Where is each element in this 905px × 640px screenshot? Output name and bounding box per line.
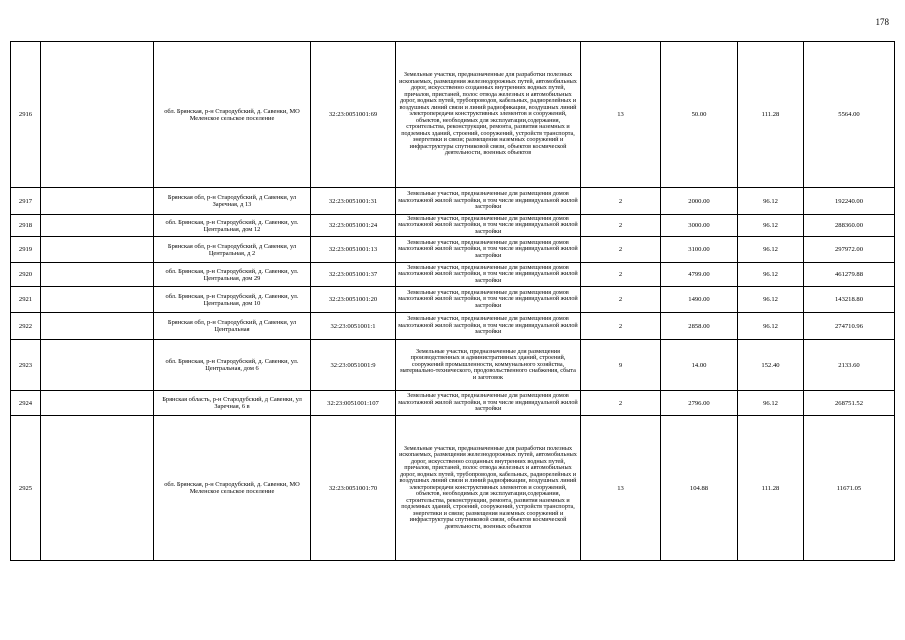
row-number-cell: 2916: [11, 42, 41, 188]
table-row: [11, 215, 895, 237]
rate-cell: 111.28: [738, 42, 804, 188]
row-number-cell: 2918: [11, 215, 41, 237]
row-number-cell: 2923: [11, 340, 41, 391]
blank-cell: [41, 340, 154, 391]
land-use-cell: Земельные участки, предназначенные для разработки полезных ископаемых, размещения железнодорожных путей, автомобильных дорог, искусственно созданных внутренних водных путей, причалов, пристаней, полос отвода железных и автомобильных дорог, водных путей, трубопроводов, кабельных, радиорелейных и воздушных линий связи и линий радиофикации, воздушных линий электропередачи конструктивных элементов и сооружений, объектов, необходимых для эксплуатации,содержания, строительства, реконструкции, ремонта, развития наземных и подземных зданий, строений, сооружений, устройств транспорта, энергетики и связи; размещения наземных сооружений и инфраструктуры спутниковой связи, объектов космической деятельности, военных объектов: [396, 42, 581, 188]
blank-cell: [41, 287, 154, 313]
cadastral-value-cell: 5564.00: [804, 42, 895, 188]
cadastral-number-cell: 32:23:0051001:1: [311, 313, 396, 340]
table-row: [11, 416, 895, 561]
table-row: [11, 340, 895, 391]
cadastral-value-cell: 11671.05: [804, 416, 895, 561]
use-code-cell: 2: [581, 287, 661, 313]
use-code-cell: 9: [581, 340, 661, 391]
cadastral-number-cell: 32:23:0051001:13: [311, 237, 396, 263]
blank-cell: [41, 42, 154, 188]
area-cell: 14.00: [661, 340, 738, 391]
area-cell: 4799.00: [661, 263, 738, 287]
cadastral-number-cell: 32:23:0051001:31: [311, 188, 396, 215]
use-code-cell: 13: [581, 42, 661, 188]
land-use-cell: Земельные участки, предназначенные для размещения домов малоэтажной жилой застройки, в том числе индивидуальной жилой застройки: [396, 263, 581, 287]
rate-cell: 96.12: [738, 188, 804, 215]
land-use-cell: Земельные участки, предназначенные для разработки полезных ископаемых, размещения железнодорожных путей, автомобильных дорог, искусственно созданных внутренних водных путей, причалов, пристаней, полос отвода железных и автомобильных дорог, водных путей, трубопроводов, кабельных, радиорелейных и воздушных линий связи и линий радиофикации, воздушных линий электропередачи конструктивных элементов и сооружений, объектов, необходимых для эксплуатации,содержания, строительства, реконструкции, ремонта, развития наземных и подземных зданий, строений, сооружений, устройств транспорта, энергетики и связи; размещения наземных сооружений и инфраструктуры спутниковой связи, объектов космической деятельности, военных объектов: [396, 416, 581, 561]
area-cell: 3100.00: [661, 237, 738, 263]
rate-cell: 96.12: [738, 313, 804, 340]
land-use-cell: Земельные участки, предназначенные для размещения домов малоэтажной жилой застройки, в том числе индивидуальной жилой застройки: [396, 287, 581, 313]
rate-cell: 96.12: [738, 287, 804, 313]
cadastral-value-cell: 288360.00: [804, 215, 895, 237]
rate-cell: 111.28: [738, 416, 804, 561]
table-row: [11, 391, 895, 416]
land-use-cell: Земельные участки, предназначенные для размещения домов малоэтажной жилой застройки, в том числе индивидуальной жилой застройки: [396, 215, 581, 237]
use-code-cell: 2: [581, 391, 661, 416]
blank-cell: [41, 215, 154, 237]
blank-cell: [41, 313, 154, 340]
area-cell: 50.00: [661, 42, 738, 188]
row-number-cell: 2920: [11, 263, 41, 287]
cadastral-number-cell: 32:23:0051001:37: [311, 263, 396, 287]
table-row: [11, 313, 895, 340]
cadastral-number-cell: 32:23:0051001:9: [311, 340, 396, 391]
page-number: 178: [875, 17, 889, 27]
blank-cell: [41, 188, 154, 215]
rate-cell: 152.40: [738, 340, 804, 391]
land-use-cell: Земельные участки, предназначенные для размещения домов малоэтажной жилой застройки, в том числе индивидуальной жилой застройки: [396, 188, 581, 215]
land-use-cell: Земельные участки, предназначенные для размещения производственных и административных зданий, строений, сооружений промышленности, коммунального хозяйства, материально-технического, продовольственного снабжения, сбыта и заготовок: [396, 340, 581, 391]
row-number-cell: 2921: [11, 287, 41, 313]
land-use-cell: Земельные участки, предназначенные для размещения домов малоэтажной жилой застройки, в том числе индивидуальной жилой застройки: [396, 237, 581, 263]
cadastral-number-cell: 32:23:0051001:70: [311, 416, 396, 561]
row-number-cell: 2924: [11, 391, 41, 416]
use-code-cell: 2: [581, 313, 661, 340]
use-code-cell: 2: [581, 215, 661, 237]
area-cell: 2796.00: [661, 391, 738, 416]
row-number-cell: 2925: [11, 416, 41, 561]
land-registry-table: [10, 41, 895, 561]
rate-cell: 96.12: [738, 391, 804, 416]
land-use-cell: Земельные участки, предназначенные для размещения домов малоэтажной жилой застройки, в том числе индивидуальной жилой застройки: [396, 313, 581, 340]
cadastral-value-cell: 268751.52: [804, 391, 895, 416]
cadastral-value-cell: 192240.00: [804, 188, 895, 215]
address-cell: Брянская обл, р-н Стародубский, д Савенки, ул Центральная: [154, 313, 311, 340]
use-code-cell: 13: [581, 416, 661, 561]
area-cell: 104.88: [661, 416, 738, 561]
cadastral-value-cell: 2133.60: [804, 340, 895, 391]
row-number-cell: 2919: [11, 237, 41, 263]
table-body: [11, 42, 895, 561]
use-code-cell: 2: [581, 237, 661, 263]
row-number-cell: 2922: [11, 313, 41, 340]
table-row: [11, 263, 895, 287]
rate-cell: 96.12: [738, 237, 804, 263]
area-cell: 1490.00: [661, 287, 738, 313]
cadastral-value-cell: 143218.80: [804, 287, 895, 313]
address-cell: Брянская обл, р-н Стародубский, д Савенки, ул Центральная, д 2: [154, 237, 311, 263]
table-row: [11, 42, 895, 188]
cadastral-value-cell: 274710.96: [804, 313, 895, 340]
address-cell: обл. Брянская, р-н Стародубский, д. Савенки, МО Меленское сельское поселение: [154, 416, 311, 561]
address-cell: обл. Брянская, р-н Стародубский, д. Савенки, ул. Центральная, дом 29: [154, 263, 311, 287]
use-code-cell: 2: [581, 263, 661, 287]
address-cell: Брянская обл, р-н Стародубский, д Савенки, ул Заречная, д 13: [154, 188, 311, 215]
area-cell: 2858.00: [661, 313, 738, 340]
blank-cell: [41, 391, 154, 416]
area-cell: 3000.00: [661, 215, 738, 237]
blank-cell: [41, 416, 154, 561]
address-cell: обл. Брянская, р-н Стародубский, д. Савенки, ул. Центральная, дом 10: [154, 287, 311, 313]
address-cell: обл. Брянская, р-н Стародубский, д. Савенки, ул. Центральная, дом 12: [154, 215, 311, 237]
cadastral-number-cell: 32:23:0051001:24: [311, 215, 396, 237]
cadastral-value-cell: 461279.88: [804, 263, 895, 287]
address-cell: Брянская область, р-н Стародубский, д Савенки, ул Заречная, 6 в: [154, 391, 311, 416]
cadastral-number-cell: 32:23:0051001:107: [311, 391, 396, 416]
address-cell: обл. Брянская, р-н Стародубский, д. Савенки, ул. Центральная, дом 6: [154, 340, 311, 391]
table-row: [11, 287, 895, 313]
table-row: [11, 237, 895, 263]
rate-cell: 96.12: [738, 263, 804, 287]
table-row: [11, 188, 895, 215]
land-use-cell: Земельные участки, предназначенные для размещения домов малоэтажной жилой застройки, в том числе индивидуальной жилой застройки: [396, 391, 581, 416]
address-cell: обл. Брянская, р-н Стародубский, д. Савенки, МО Меленское сельское поселение: [154, 42, 311, 188]
cadastral-number-cell: 32:23:0051001:20: [311, 287, 396, 313]
area-cell: 2000.00: [661, 188, 738, 215]
cadastral-number-cell: 32:23:0051001:69: [311, 42, 396, 188]
cadastral-value-cell: 297972.00: [804, 237, 895, 263]
rate-cell: 96.12: [738, 215, 804, 237]
use-code-cell: 2: [581, 188, 661, 215]
blank-cell: [41, 263, 154, 287]
row-number-cell: 2917: [11, 188, 41, 215]
blank-cell: [41, 237, 154, 263]
